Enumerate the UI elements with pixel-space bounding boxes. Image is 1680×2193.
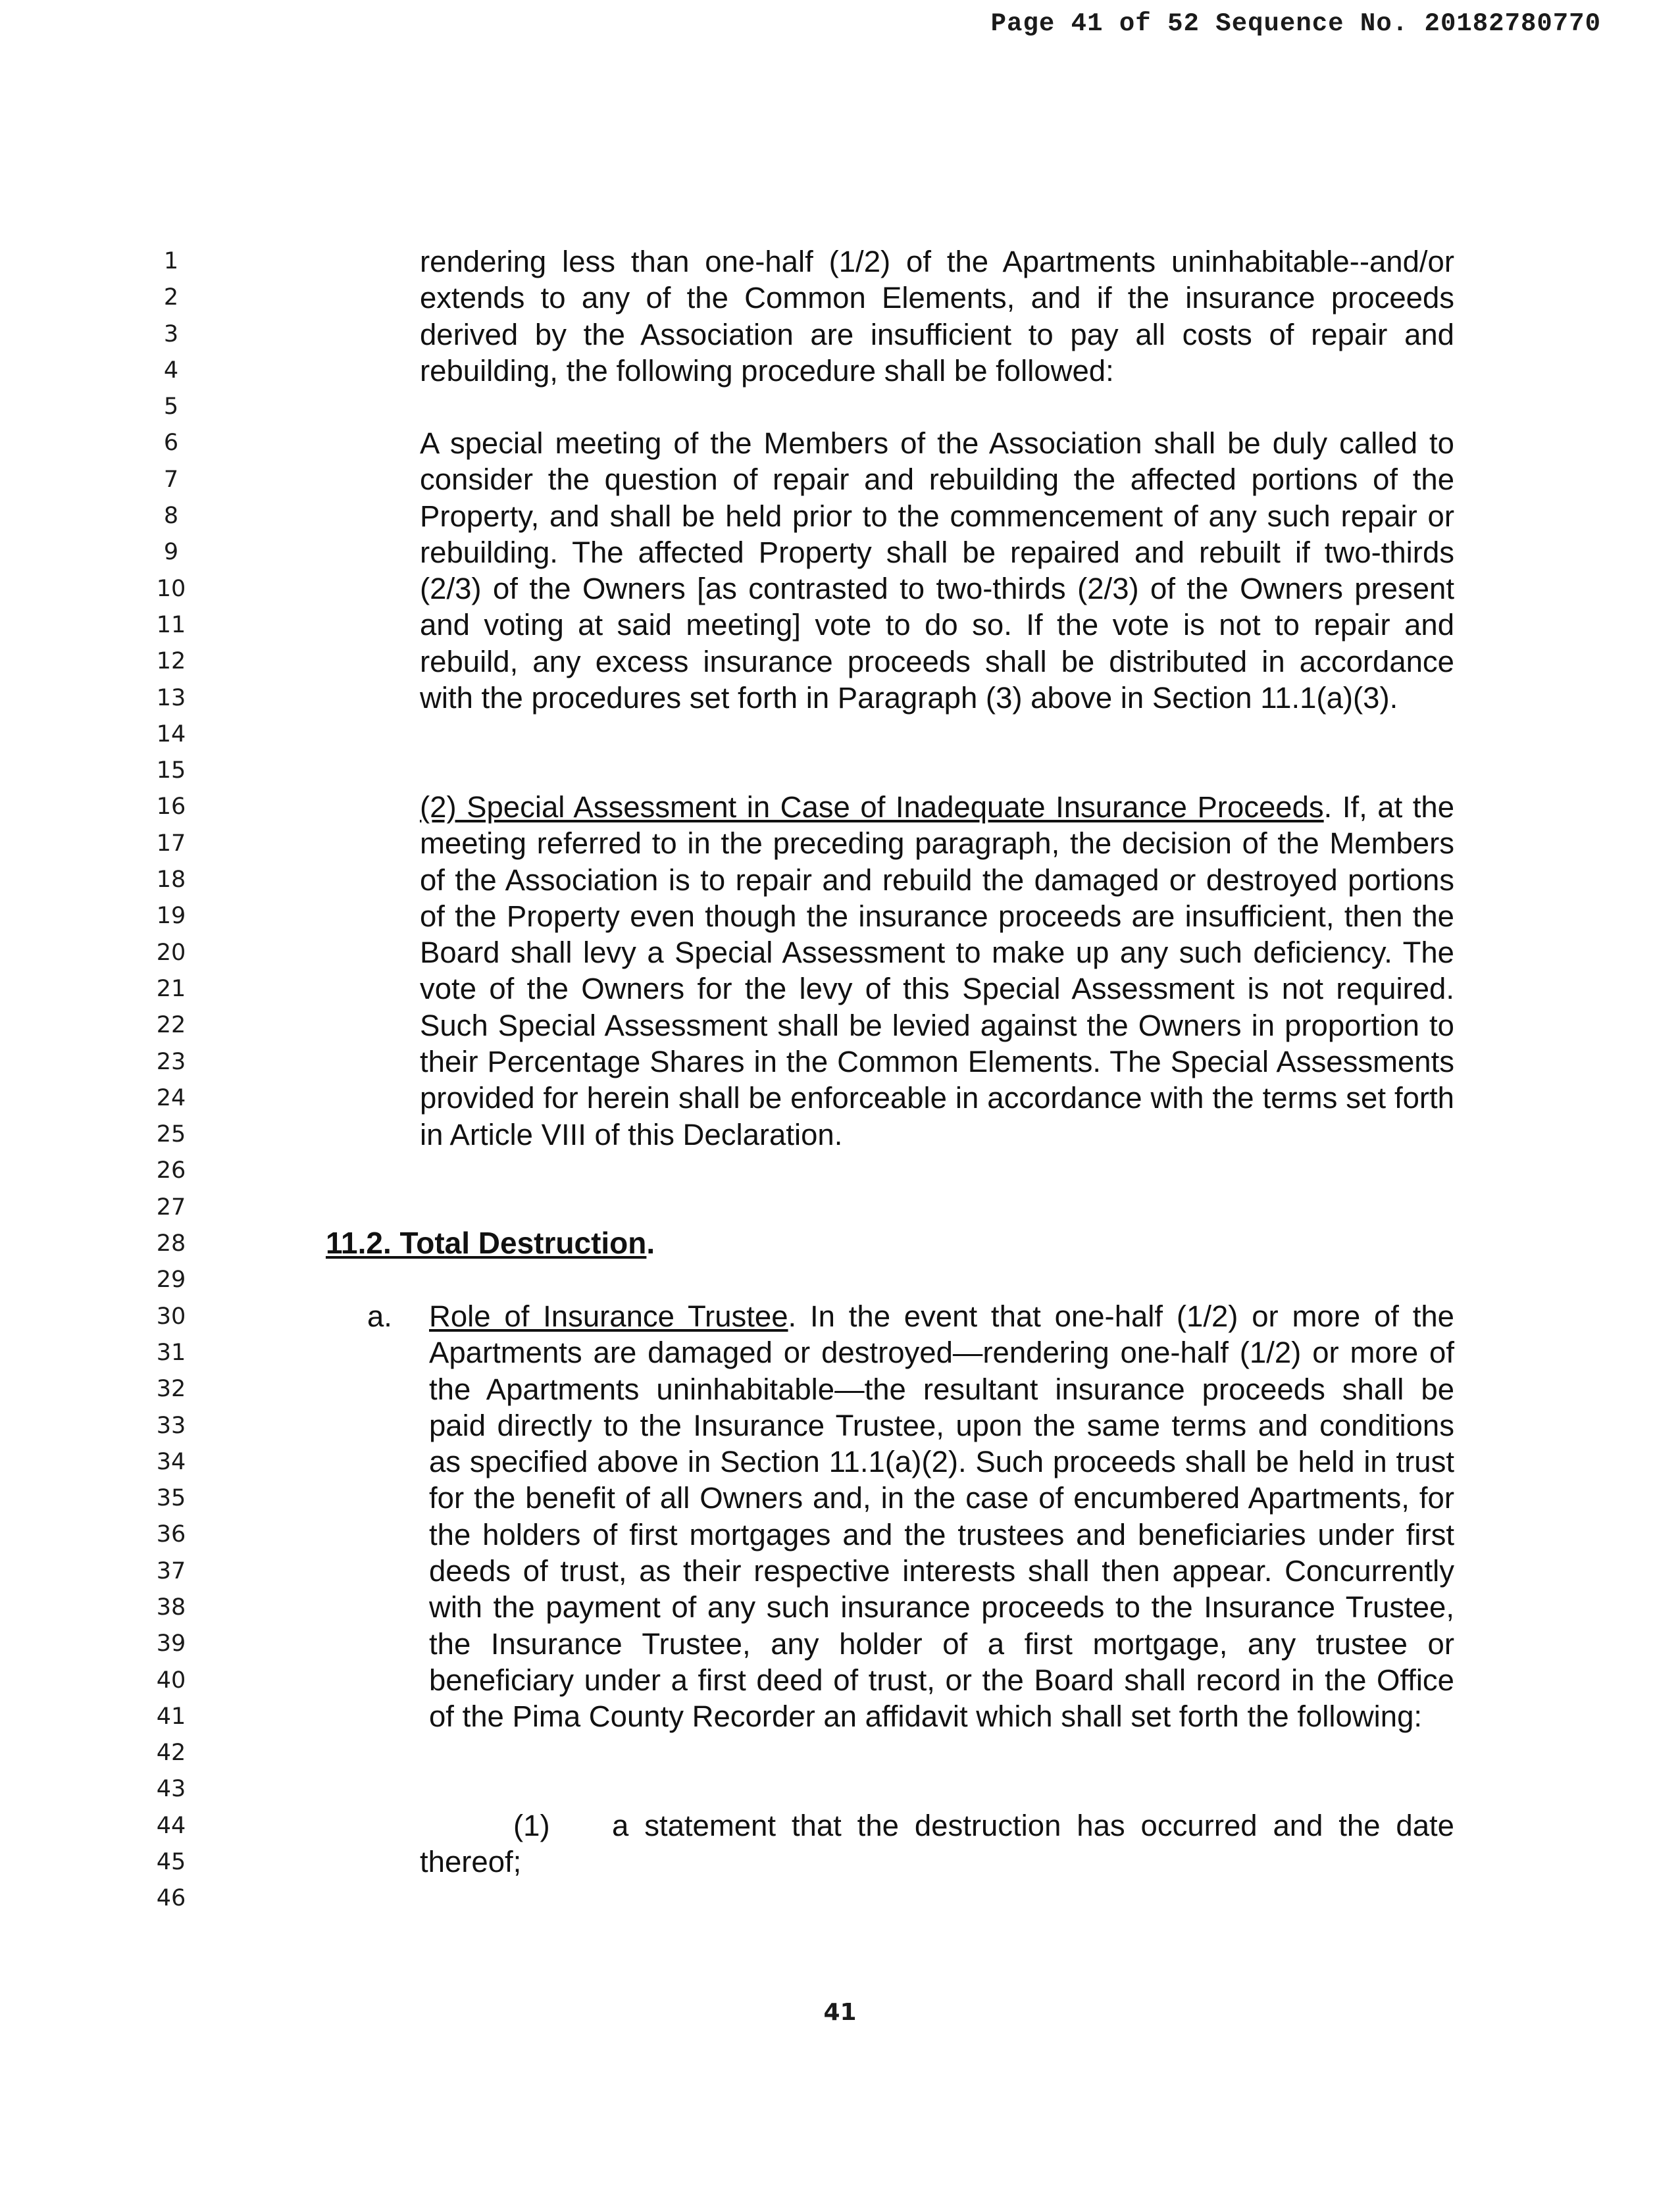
line-number: 14 xyxy=(156,720,186,747)
line-number: 32 xyxy=(156,1376,186,1403)
line-number: 18 xyxy=(156,867,186,894)
line-number: 6 xyxy=(163,430,179,457)
line-number: 1 xyxy=(163,248,179,274)
subitem-1-marker: (1) xyxy=(513,1809,550,1842)
line-number: 29 xyxy=(156,1267,186,1294)
item-a-marker: a. xyxy=(367,1299,392,1333)
paragraph-insurance-trustee xyxy=(429,1298,1454,1735)
line-number: 41 xyxy=(156,1703,186,1730)
line-number: 42 xyxy=(156,1740,186,1767)
line-number: 38 xyxy=(156,1594,186,1621)
line-number: 33 xyxy=(156,1412,186,1439)
line-number: 19 xyxy=(156,903,186,930)
line-number-column xyxy=(132,243,211,1917)
line-number: 31 xyxy=(156,1339,186,1366)
line-number: 3 xyxy=(163,320,179,347)
paragraph-continuation: rendering less than one-half (1/2) of the Apartments uninhabitable--and/or extends to any of the Common Elements, and if the insurance proceeds derived by the Association are insufficient to pay all costs of repair and rebuilding, the following procedure shall be followed: xyxy=(420,245,1454,388)
special-assessment-title: (2) Special Assessment in Case of Inadequate Insurance Proceeds xyxy=(420,790,1324,824)
line-number: 45 xyxy=(156,1849,186,1876)
line-number: 35 xyxy=(156,1485,186,1512)
line-number: 21 xyxy=(156,975,186,1002)
line-number: 40 xyxy=(156,1667,186,1694)
insurance-trustee-title: Role of Insurance Trustee xyxy=(429,1299,788,1333)
line-number: 16 xyxy=(156,794,186,820)
line-number: 8 xyxy=(163,503,179,530)
line-number: 36 xyxy=(156,1521,186,1548)
line-number: 37 xyxy=(156,1557,186,1584)
line-number: 5 xyxy=(163,393,179,420)
line-number: 30 xyxy=(156,1303,186,1330)
section-heading-title: 11.2. Total Destruction xyxy=(326,1226,647,1260)
line-number: 46 xyxy=(156,1885,186,1912)
line-number: 11 xyxy=(156,611,186,638)
line-number: 15 xyxy=(156,757,186,784)
line-number: 43 xyxy=(156,1776,186,1803)
line-number: 44 xyxy=(156,1812,186,1839)
line-number: 34 xyxy=(156,1448,186,1475)
special-assessment-text: . If, at the meeting referred to in the preceding paragraph, the decision of the Members of the Association is to repair and rebuild the damaged or destroyed portions of the Property even though the insurance proceeds are insufficient, then the Board shall levy a Special Assessment to make up any such deficiency. The vote of the Owners for the levy of this Special Assessment is not required. Such Special Assessment shall be levied against the Owners in proportion to their Percentage Shares in the Common Elements. The Special Assessments provided for herein shall be enforceable in accordance with the terms set forth in Article VIII of this Declaration. xyxy=(420,790,1455,1151)
line-number: 24 xyxy=(156,1084,186,1111)
line-number: 23 xyxy=(156,1048,186,1075)
line-number: 7 xyxy=(163,466,179,493)
line-number: 12 xyxy=(156,648,186,675)
line-number: 22 xyxy=(156,1012,186,1039)
line-number: 10 xyxy=(156,575,186,602)
line-number: 25 xyxy=(156,1121,186,1148)
paragraph-special-meeting: A special meeting of the Members of the Association shall be duly called to consider the question of repair and rebuilding the affected portions of the Property, and shall be held prior to the commencement of any such repair or rebuilding. The affected Property shall be repaired and rebuilt if two-thirds (2/3) of the Owners [as contrasted to two-thirds (2/3) of the Owners present and voting at said meeting] vote to do so. If the vote is not to repair and rebuild, any excess insurance proceeds shall be distributed in accordance with the procedures set forth in Paragraph (3) above in Section 11.1(a)(3). xyxy=(420,426,1454,715)
line-number: 20 xyxy=(156,939,186,966)
paragraph-special-assessment xyxy=(420,789,1454,1153)
line-number: 27 xyxy=(156,1194,186,1221)
line-number: 4 xyxy=(163,357,179,384)
line-number: 17 xyxy=(156,830,186,857)
line-number: 28 xyxy=(156,1230,186,1257)
insurance-trustee-text: . In the event that one-half (1/2) or more of the Apartments are damaged or destroyed—rendering one-half (1/2) or more of the Apartments uninhabitable—the resultant insurance proceeds shall be paid directly to the Insurance Trustee, upon the same terms and conditions as specified above in Section 11.1(a)(2). Such proceeds shall be held in trust for the benefit of all Owners and, in the case of encumbered Apartments, for the holders of first mortgages and the trustees and beneficiaries under first deeds of trust, as their respective interests shall then appear. Concurrently with the payment of any such insurance proceeds to the Insurance Trustee, the Insurance Trustee, any holder of a first mortgage, any trustee or beneficiary under a first deed of trust, or the Board shall record in the Office of the Pima County Recorder an affidavit which shall set forth the following: xyxy=(429,1299,1454,1734)
line-number: 9 xyxy=(163,539,179,566)
page-sequence-header: Page 41 of 52 Sequence No. 20182780770 xyxy=(990,9,1601,38)
section-heading xyxy=(326,1225,655,1261)
line-number: 2 xyxy=(163,284,179,311)
line-number: 39 xyxy=(156,1630,186,1657)
section-heading-period: . xyxy=(646,1226,655,1260)
page-number-footer: 41 xyxy=(823,1999,857,2026)
line-number: 26 xyxy=(156,1157,186,1184)
line-number: 13 xyxy=(156,684,186,711)
subitem-1-text: a statement that the destruction has occurred and the date thereof; xyxy=(420,1809,1454,1879)
